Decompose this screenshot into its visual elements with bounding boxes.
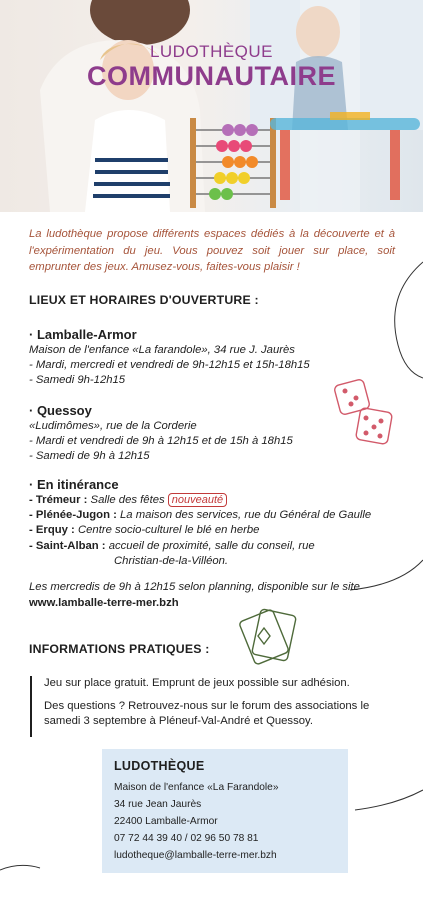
contact-email[interactable]: ludotheque@lamballe-terre-mer.bzh bbox=[114, 850, 277, 861]
location-itinerance bbox=[29, 476, 399, 569]
hero-photo bbox=[0, 0, 423, 212]
contact-line: 22400 Lamballe-Armor bbox=[114, 816, 218, 827]
title-line2: COMMUNAUTAIRE bbox=[87, 61, 336, 91]
stop-text: Centre socio-culturel le blé en herbe bbox=[77, 524, 260, 537]
stop-place: - Erquy : bbox=[29, 524, 75, 537]
contact-line: Maison de l'enfance «La Farandole» bbox=[114, 782, 279, 793]
stop-tremeur bbox=[29, 493, 399, 508]
stop-place: - Trémeur : bbox=[29, 494, 88, 506]
hours-line: - Mardi, mercredi et vendredi de 9h-12h15 et 15h-18h15 bbox=[29, 359, 310, 372]
info-paragraph: Des questions ? Retrouvez-nous sur le forum des associations le samedi 3 septembre à Pléneuf-Val-André et Quessoy. bbox=[44, 699, 370, 727]
location-address: Maison de l'enfance «La farandole», 34 rue J. Jaurès bbox=[29, 344, 295, 356]
hero-illustration bbox=[0, 0, 423, 212]
stop-text: accueil de proximité, salle du conseil, rue bbox=[108, 539, 315, 552]
location-name: · Lamballe-Armor bbox=[29, 327, 137, 342]
contact-title: LUDOTHÈQUE bbox=[114, 759, 205, 773]
info-block bbox=[30, 676, 400, 737]
info-heading: INFORMATIONS PRATIQUES : bbox=[29, 642, 210, 656]
stop-place: - Saint-Alban : bbox=[29, 539, 106, 552]
location-address: «Ludimômes», rue de la Corderie bbox=[29, 420, 197, 432]
location-name: · En itinérance bbox=[29, 477, 119, 492]
playing-cards-icon bbox=[239, 609, 297, 665]
hours-line: - Samedi de 9h à 12h15 bbox=[29, 450, 150, 463]
stop-text: Salle des fêtes bbox=[90, 494, 165, 506]
website-link[interactable]: www.lamballe-terre-mer.bzh bbox=[29, 596, 179, 609]
stop-erquy bbox=[29, 523, 399, 538]
hours-line: - Samedi 9h-12h15 bbox=[29, 374, 126, 387]
location-name: · Quessoy bbox=[29, 403, 92, 418]
intro-text: La ludothèque propose différents espaces dédiés à la découverte et à l'expérimentation du jeu. Vous pouvez soit jouer sur place, soit emprunter des jeux. Amusez-vous, faites-vous plaisir ! bbox=[29, 228, 395, 273]
stop-place: - Plénée-Jugon : bbox=[29, 509, 117, 522]
note-text: Les mercredis de 9h à 12h15 selon planning, disponible sur le site bbox=[29, 581, 360, 593]
hours-heading: LIEUX ET HORAIRES D'OUVERTURE : bbox=[29, 293, 259, 307]
stop-text-continued: Christian-de-la-Villéon. bbox=[114, 554, 229, 567]
contact-line: 34 rue Jean Jaurès bbox=[114, 799, 202, 810]
wednesday-note bbox=[29, 580, 399, 611]
new-badge: nouveauté bbox=[168, 493, 227, 507]
title-line1: LUDOTHÈQUE bbox=[149, 42, 274, 61]
stop-text: La maison des services, rue du Général de Gaulle bbox=[120, 509, 372, 522]
contact-card bbox=[102, 749, 348, 873]
location-lamballe bbox=[29, 326, 399, 389]
location-quessoy bbox=[29, 402, 399, 465]
contact-phone[interactable]: 07 72 44 39 40 / 02 96 50 78 81 bbox=[114, 833, 259, 844]
stop-saint-alban bbox=[29, 539, 399, 554]
info-paragraph: Jeu sur place gratuit. Emprunt de jeux possible sur adhésion. bbox=[44, 677, 350, 689]
stop-plenee bbox=[29, 508, 399, 523]
hours-line: - Mardi et vendredi de 9h à 12h15 et de 15h à 18h15 bbox=[29, 435, 293, 448]
